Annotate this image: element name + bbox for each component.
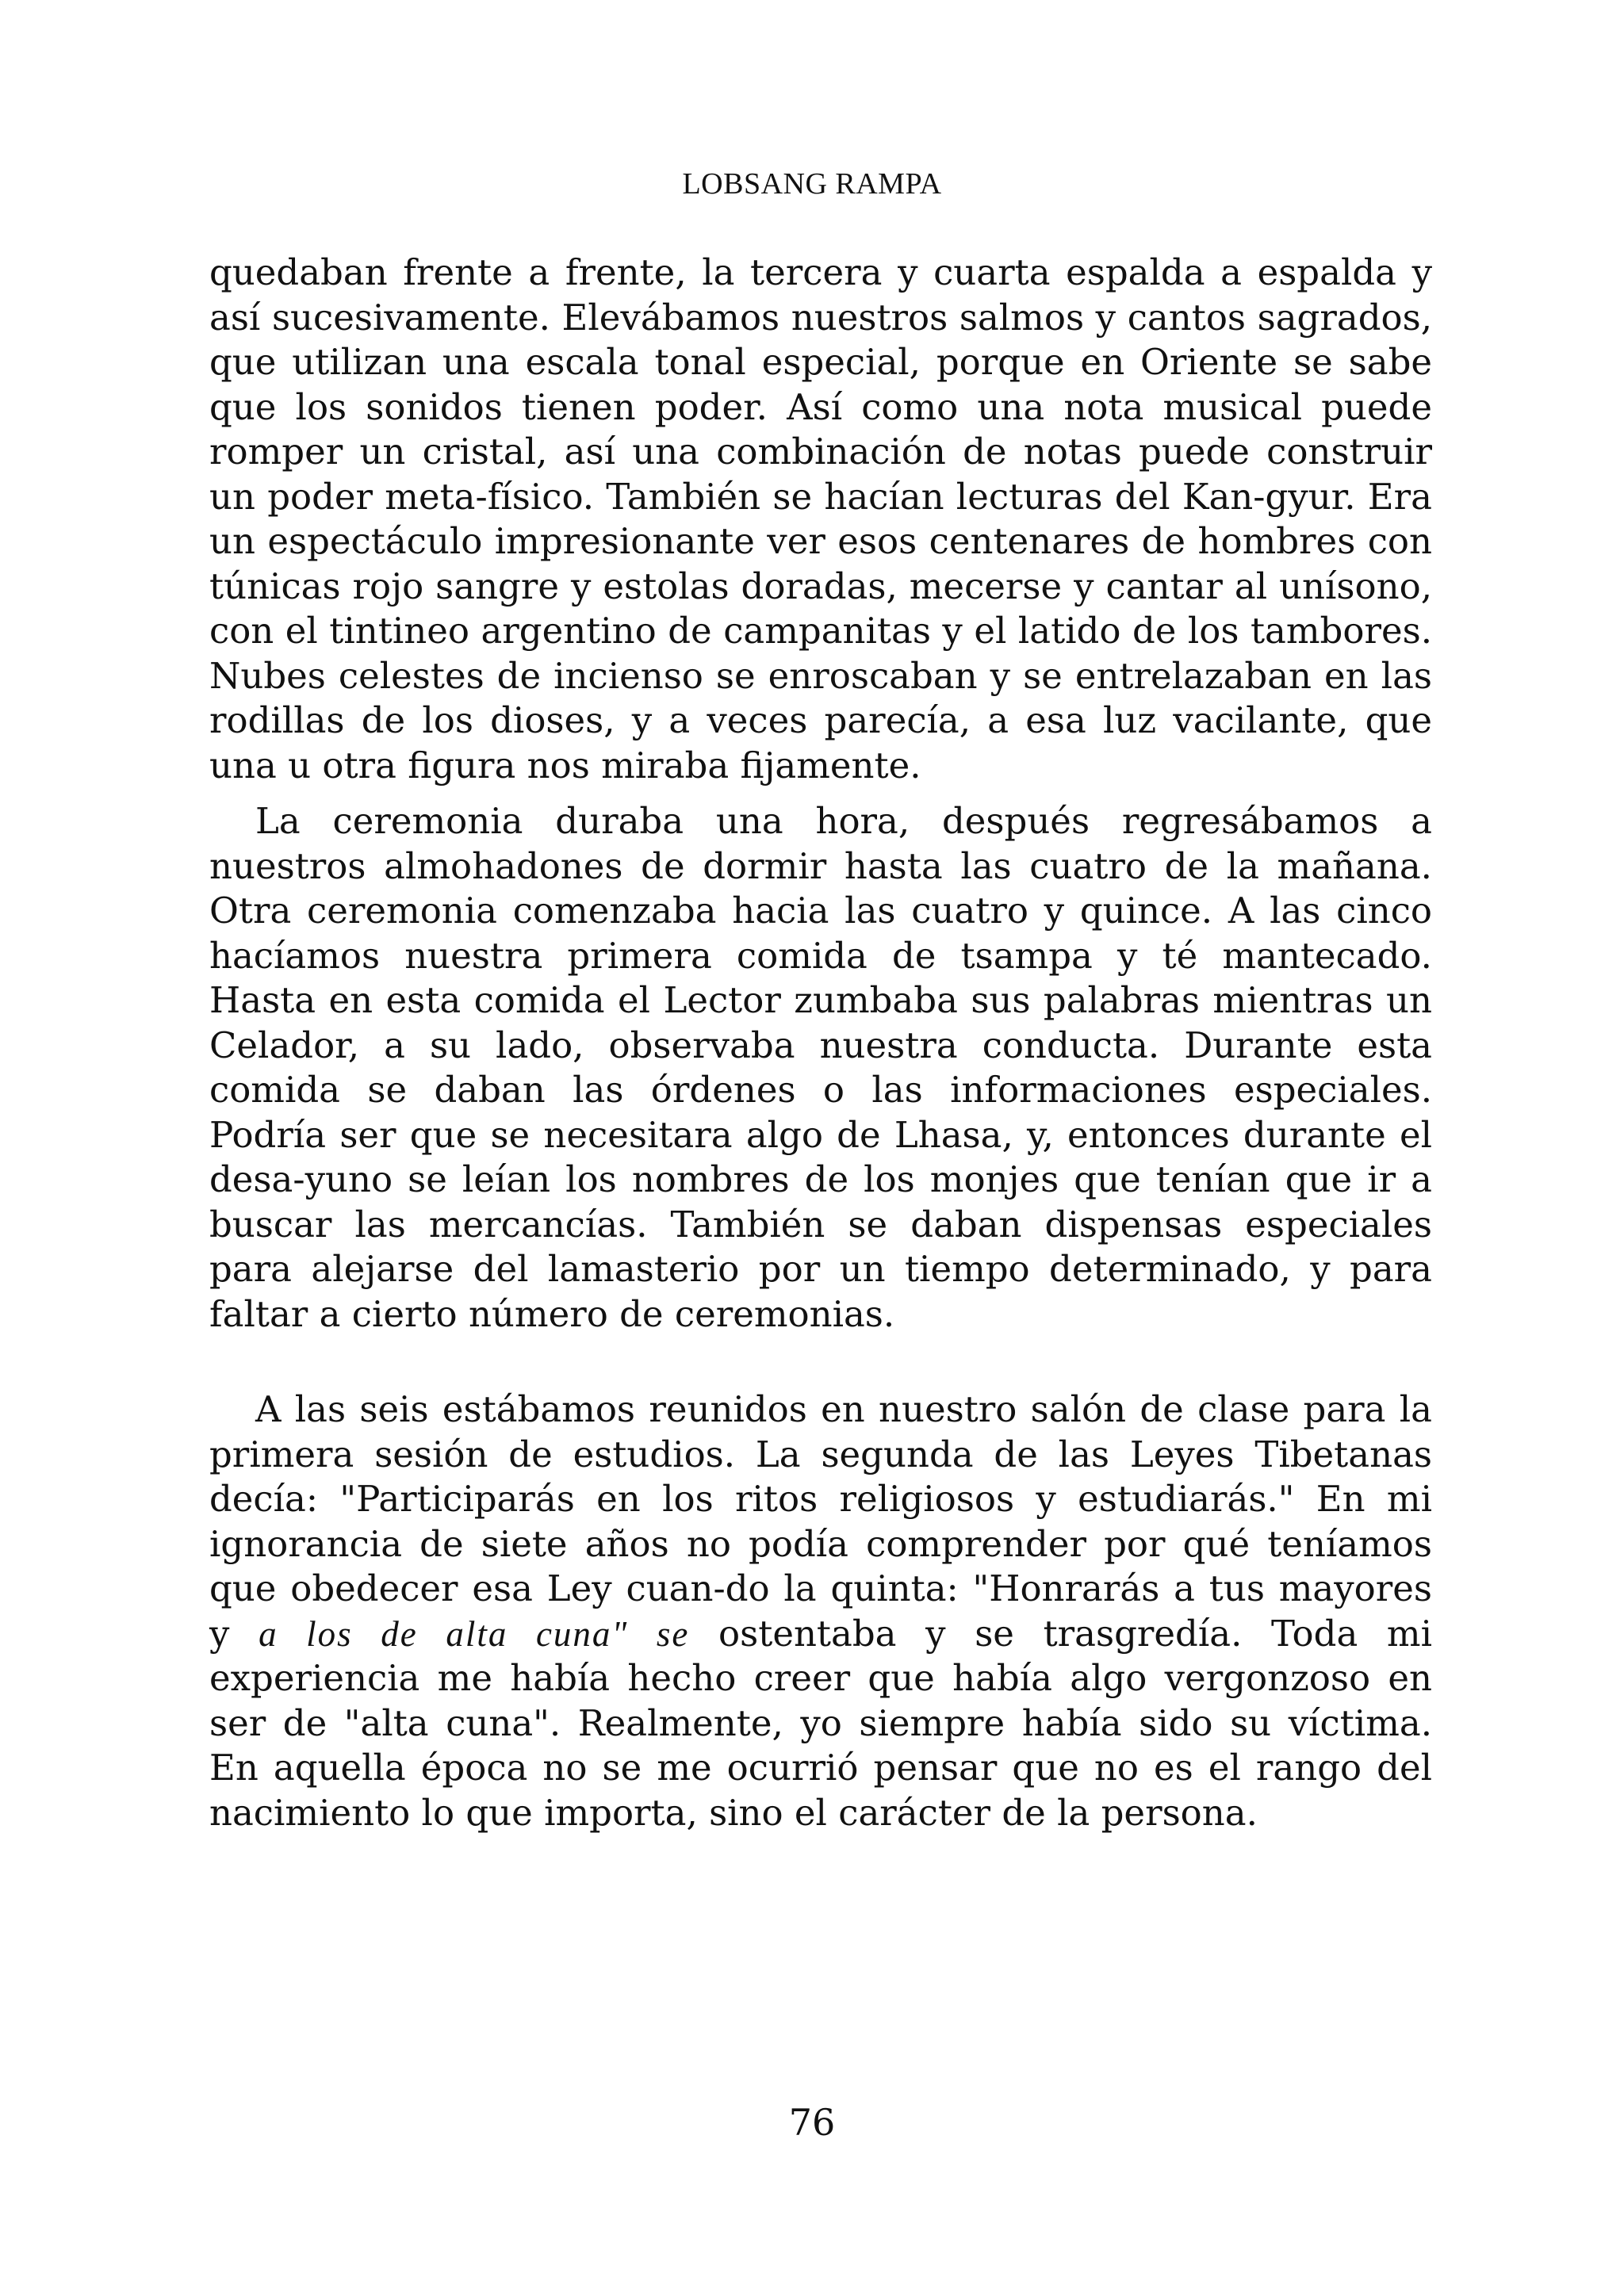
page-number: 76	[788, 2101, 836, 2144]
paragraph-1: quedaban frente a frente, la tercera y cuarta espalda a espalda y así sucesivamente. Elevábamos nuestros salmos y cantos sagrados, que utilizan una escala tonal especial, porque en Oriente se sabe que los sonidos tienen poder. Así como una nota musical puede romper un cristal, así una combinación de notas puede construir un poder meta-físico. También se hacían lecturas del Kan-gyur. Era un espectáculo impresionante ver esos centenares de hombres con túnicas rojo sangre y estolas doradas, mecerse y cantar al unísono, con el tintineo argentino de campanitas y el latido de los tambores. Nubes celestes de incienso se enroscaban y se entrelazaban en las rodillas de los dioses, y a veces parecía, a esa luz vacilante, que una u otra figura nos miraba fijamente.	[209, 251, 1432, 786]
running-head: LOBSANG RAMPA	[682, 167, 942, 201]
paragraph-2: La ceremonia duraba una hora, después regresábamos a nuestros almohadones de dormir hasta las cuatro de la mañana. Otra ceremonia comenzaba hacia las cuatro y quince. A las cinco hacíamos nuestra primera comida de tsampa y té mantecado. Hasta en esta comida el Lector zumbaba sus palabras mientras un Celador, a su lado, observaba nuestra conducta. Durante esta comida se daban las órdenes o las informaciones especiales. Podría ser que se necesitara algo de Lhasa, y, entonces durante el desa-yuno se leían los nombres de los monjes que tenían que ir a buscar las mercancías. También se daban dispensas especiales para alejarse del lamasterio por un tiempo determinado, y para faltar a cierto número de ceremonias.	[209, 800, 1432, 1335]
paragraph-3-text-end: ostentaba y se trasgredía. Toda mi experiencia me había hecho creer que había algo vergonzoso en ser de "alta cuna". Realmente, yo siempre había sido su víctima. En aquella época no se me ocurrió pensar que no es el rango del nacimiento lo que importa, sino el carácter de la persona.	[209, 1612, 1432, 1834]
body-text	[209, 251, 1432, 1835]
paragraph-3-italic-quote: a los de alta cuna" se	[259, 1613, 690, 1654]
paragraph-3-text-start: A las seis estábamos reunidos en nuestro salón de clase para la primera sesión de estudios. La segunda de las Leyes Tibetanas decía: "Participarás en los ritos religiosos y estudiarás." En mi ignorancia de siete años no podía comprender por qué teníamos que obedecer esa Ley cuan-do la quinta: "Honrarás a tus mayores y	[209, 1388, 1432, 1655]
paragraph-3	[209, 1387, 1432, 1835]
